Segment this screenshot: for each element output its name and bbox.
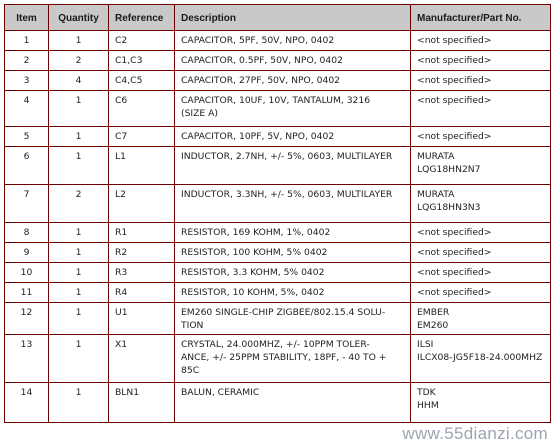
cell-description [175, 303, 411, 335]
manufacturer-line: <not specified> [417, 55, 492, 66]
description-line: CRYSTAL, 24.000MHZ, +/- 10PPM TOLER- [181, 339, 370, 350]
bom-table [4, 4, 551, 423]
cell-manufacturer [411, 283, 551, 303]
description-line: INDUCTOR, 3.3NH, +/- 5%, 0603, MULTILAYER [181, 189, 393, 200]
description-line: (SIZE A) [181, 108, 219, 119]
cell-item: 14 [5, 383, 49, 423]
description-line: EM260 SINGLE-CHIP ZIGBEE/802.15.4 SOLU- [181, 307, 386, 318]
cell-item: 9 [5, 243, 49, 263]
description-line: 85C [181, 365, 200, 376]
cell-manufacturer [411, 383, 551, 423]
header-quantity: Quantity [49, 5, 109, 31]
table-row [5, 383, 551, 423]
table-row [5, 147, 551, 185]
cell-description [175, 185, 411, 223]
table-row [5, 283, 551, 303]
cell-reference: R1 [109, 223, 175, 243]
description-line: CAPACITOR, 10PF, 5V, NPO, 0402 [181, 131, 335, 142]
table-row [5, 263, 551, 283]
description-line: RESISTOR, 3.3 KOHM, 5% 0402 [181, 267, 325, 278]
description-line: RESISTOR, 100 KOHM, 5% 0402 [181, 247, 328, 258]
table-row [5, 185, 551, 223]
manufacturer-line: <not specified> [417, 35, 492, 46]
cell-reference: C7 [109, 127, 175, 147]
manufacturer-line: <not specified> [417, 267, 492, 278]
cell-manufacturer [411, 51, 551, 71]
cell-manufacturer [411, 263, 551, 283]
cell-item: 6 [5, 147, 49, 185]
cell-description [175, 71, 411, 91]
cell-reference: R3 [109, 263, 175, 283]
table-row [5, 223, 551, 243]
cell-quantity: 2 [49, 51, 109, 71]
cell-description [175, 51, 411, 71]
cell-item: 4 [5, 91, 49, 127]
cell-quantity: 1 [49, 283, 109, 303]
cell-reference: L2 [109, 185, 175, 223]
cell-reference: BLN1 [109, 383, 175, 423]
manufacturer-line: MURATA [417, 151, 455, 162]
manufacturer-line: <not specified> [417, 227, 492, 238]
table-row [5, 127, 551, 147]
cell-reference: L1 [109, 147, 175, 185]
cell-reference: C2 [109, 31, 175, 51]
cell-quantity: 1 [49, 383, 109, 423]
manufacturer-line: <not specified> [417, 287, 492, 298]
description-line: INDUCTOR, 2.7NH, +/- 5%, 0603, MULTILAYER [181, 151, 393, 162]
cell-item: 13 [5, 335, 49, 383]
header-row [5, 5, 551, 31]
cell-reference: C4,C5 [109, 71, 175, 91]
cell-quantity: 1 [49, 31, 109, 51]
table-row [5, 91, 551, 127]
cell-item: 7 [5, 185, 49, 223]
manufacturer-line: EM260 [417, 320, 449, 331]
table-header [5, 5, 551, 31]
description-line: CAPACITOR, 10UF, 10V, TANTALUM, 3216 [181, 95, 371, 106]
cell-manufacturer [411, 71, 551, 91]
description-line: RESISTOR, 10 KOHM, 5%, 0402 [181, 287, 325, 298]
cell-description [175, 335, 411, 383]
table-row [5, 51, 551, 71]
cell-reference: U1 [109, 303, 175, 335]
description-line: RESISTOR, 169 KOHM, 1%, 0402 [181, 227, 331, 238]
cell-manufacturer [411, 31, 551, 51]
description-line: ANCE, +/- 25PPM STABILITY, 18PF, - 40 TO + [181, 352, 387, 363]
manufacturer-line: <not specified> [417, 75, 492, 86]
cell-description [175, 91, 411, 127]
manufacturer-line: HHM [417, 400, 439, 411]
cell-quantity: 1 [49, 91, 109, 127]
cell-description [175, 383, 411, 423]
header-reference: Reference [109, 5, 175, 31]
manufacturer-line: TDK [417, 387, 436, 398]
cell-manufacturer [411, 127, 551, 147]
table-row [5, 303, 551, 335]
cell-reference: X1 [109, 335, 175, 383]
cell-reference: C6 [109, 91, 175, 127]
cell-item: 2 [5, 51, 49, 71]
cell-quantity: 1 [49, 147, 109, 185]
table-row [5, 243, 551, 263]
cell-manufacturer [411, 147, 551, 185]
cell-quantity: 1 [49, 223, 109, 243]
cell-item: 12 [5, 303, 49, 335]
description-line: CAPACITOR, 27PF, 50V, NPO, 0402 [181, 75, 341, 86]
manufacturer-line: <not specified> [417, 95, 492, 106]
manufacturer-line: <not specified> [417, 247, 492, 258]
description-line: CAPACITOR, 0.5PF, 50V, NPO, 0402 [181, 55, 343, 66]
manufacturer-line: <not specified> [417, 131, 492, 142]
table-row [5, 31, 551, 51]
cell-quantity: 2 [49, 185, 109, 223]
cell-quantity: 4 [49, 71, 109, 91]
cell-quantity: 1 [49, 263, 109, 283]
cell-manufacturer [411, 185, 551, 223]
cell-reference: R2 [109, 243, 175, 263]
cell-quantity: 1 [49, 243, 109, 263]
cell-item: 1 [5, 31, 49, 51]
cell-description [175, 147, 411, 185]
manufacturer-line: EMBER [417, 307, 450, 318]
cell-item: 3 [5, 71, 49, 91]
cell-manufacturer [411, 91, 551, 127]
cell-description [175, 31, 411, 51]
cell-manufacturer [411, 335, 551, 383]
cell-description [175, 283, 411, 303]
watermark: www.55dianzi.com [402, 424, 548, 443]
cell-reference: C1,C3 [109, 51, 175, 71]
manufacturer-line: LQG18HN2N7 [417, 164, 481, 175]
table-body [5, 31, 551, 423]
manufacturer-line: ILCX08-JG5F18-24.000MHZ [417, 352, 543, 363]
table-row [5, 71, 551, 91]
cell-description [175, 223, 411, 243]
cell-reference: R4 [109, 283, 175, 303]
description-line: CAPACITOR, 5PF, 50V, NPO, 0402 [181, 35, 335, 46]
cell-description [175, 243, 411, 263]
cell-item: 5 [5, 127, 49, 147]
header-manufacturer: Manufacturer/Part No. [411, 5, 551, 31]
header-item: Item [5, 5, 49, 31]
cell-manufacturer [411, 303, 551, 335]
cell-item: 11 [5, 283, 49, 303]
cell-quantity: 1 [49, 335, 109, 383]
description-line: BALUN, CERAMIC [181, 387, 260, 398]
cell-quantity: 1 [49, 127, 109, 147]
cell-item: 8 [5, 223, 49, 243]
cell-description [175, 263, 411, 283]
cell-quantity: 1 [49, 303, 109, 335]
cell-item: 10 [5, 263, 49, 283]
manufacturer-line: ILSI [417, 339, 434, 350]
manufacturer-line: LQG18HN3N3 [417, 202, 481, 213]
cell-description [175, 127, 411, 147]
manufacturer-line: MURATA [417, 189, 455, 200]
description-line: TION [181, 320, 204, 331]
header-description: Description [175, 5, 411, 31]
cell-manufacturer [411, 223, 551, 243]
table-row [5, 335, 551, 383]
cell-manufacturer [411, 243, 551, 263]
